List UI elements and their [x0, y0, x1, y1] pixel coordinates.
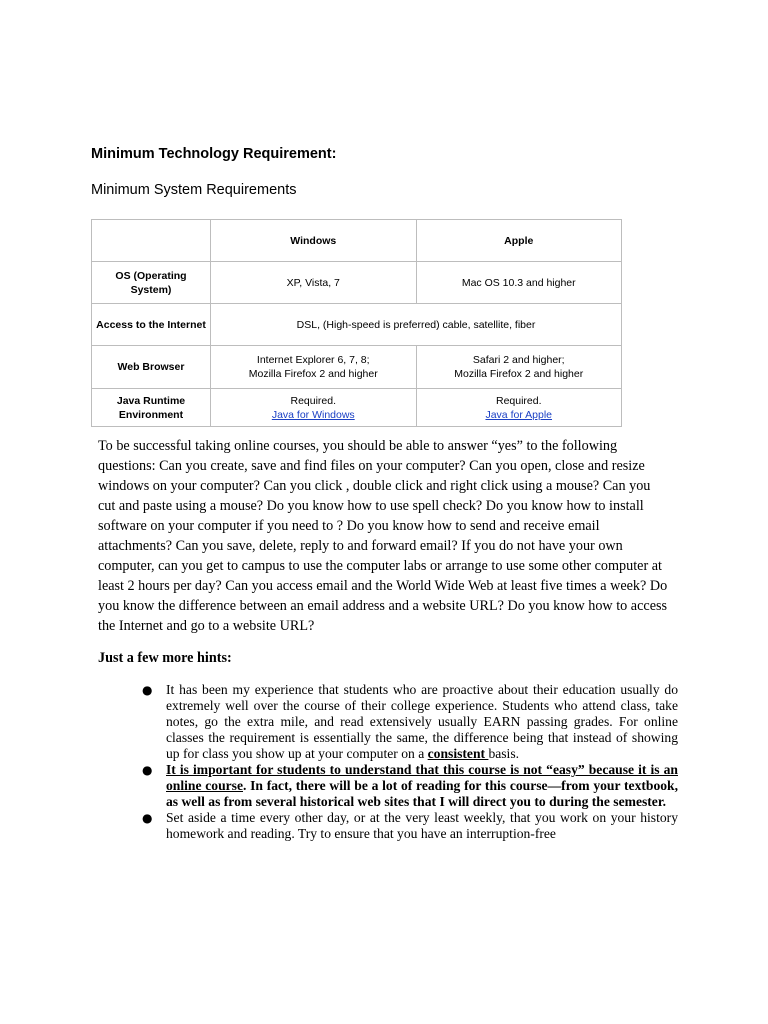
- java-for-windows-link[interactable]: Java for Windows: [271, 408, 355, 421]
- list-item: [140, 762, 678, 810]
- hints-list: [140, 682, 678, 842]
- cell-os-apple: Mac OS 10.3 and higher: [416, 262, 622, 304]
- row-label-browser: Web Browser: [92, 346, 211, 389]
- requirements-paragraph: To be successful taking online courses, you should be able to answer “yes” to the following questions: Can you create, save and find files on your computer? Can you open, close and resize windows on your computer? Can you click , double click and right click using a mouse? Can you cut and paste using a mouse? Do you know how to use spell check? Do you know how to install software on your computer if you need to ? Do you know how to send and receive email attachments? Can you save, delete, reply to and forward email? If you do not have your own computer, can you get to campus to use the computer labs or arrange to use some other computer at least 2 hours per day? Can you access email and the World Wide Web at least five times a week? Do you know the difference between an email address and a website URL? Do you know how to access the Internet and go to a website URL?: [98, 438, 668, 634]
- row-label-internet: Access to the Internet: [92, 304, 211, 346]
- bullet-icon: ●: [142, 811, 153, 825]
- table-title: Minimum System Requirements: [91, 182, 297, 198]
- table-row-internet: [92, 304, 622, 346]
- cell-browser-windows: [211, 346, 417, 389]
- bullet-3-text: Set aside a time every other day, or at the very least weekly, that you work on your history homework and reading. Try to ensure that you have an interruption-free: [166, 810, 678, 841]
- bullet-icon: ●: [142, 763, 153, 777]
- column-header-windows: Windows: [211, 220, 417, 262]
- browser-apple-line1: Safari 2 and higher;: [472, 354, 565, 366]
- java-windows-required: Required.: [290, 394, 337, 407]
- bullet-2-underlined: It is important for students to understand that this course is not “easy” because it is an online course: [166, 762, 678, 793]
- java-for-apple-link[interactable]: Java for Apple: [485, 408, 553, 421]
- page-heading: Minimum Technology Requirement:: [91, 146, 337, 162]
- column-header-apple: Apple: [416, 220, 622, 262]
- hints-heading: Just a few more hints:: [98, 650, 232, 666]
- table-row-header: [92, 220, 622, 262]
- cell-internet-value: DSL, (High-speed is preferred) cable, satellite, fiber: [211, 304, 622, 346]
- table-row-java: [92, 389, 622, 427]
- java-apple-required: Required.: [495, 394, 542, 407]
- list-item: [140, 682, 678, 762]
- row-label-os: OS (Operating System): [92, 262, 211, 304]
- list-item: [140, 810, 678, 842]
- browser-windows-line1: Internet Explorer 6, 7, 8;: [256, 354, 370, 366]
- table-corner-cell: [92, 220, 211, 262]
- bullet-1-text: It has been my experience that students who are proactive about their education usually do extremely well over the course of their college experience. Students who attend class, take notes, go the extra mile, and read extensively usually EARN passing grades. For online classes the requirement is essentially the same, the difference being that instead of showing up for class you show up at your computer on a: [166, 682, 678, 761]
- browser-windows-line2: Mozilla Firefox 2 and higher: [248, 368, 378, 380]
- bullet-1-end: basis.: [488, 746, 520, 761]
- row-label-java: Java Runtime Environment: [92, 389, 211, 427]
- table-row-browser: [92, 346, 622, 389]
- bullet-2-rest: . In fact, there will be a lot of reading for this course—from your textbook, as well as from several historical web sites that I will direct you to during the semester.: [166, 778, 679, 809]
- table-row-os: [92, 262, 622, 304]
- browser-apple-line2: Mozilla Firefox 2 and higher: [454, 368, 584, 380]
- bullet-icon: ●: [142, 683, 153, 697]
- cell-java-apple: [416, 389, 622, 427]
- cell-os-windows: XP, Vista, 7: [211, 262, 417, 304]
- requirements-table: [91, 219, 622, 427]
- cell-browser-apple: [416, 346, 622, 389]
- bullet-1-emphasis: consistent: [427, 746, 489, 761]
- cell-java-windows: [211, 389, 417, 427]
